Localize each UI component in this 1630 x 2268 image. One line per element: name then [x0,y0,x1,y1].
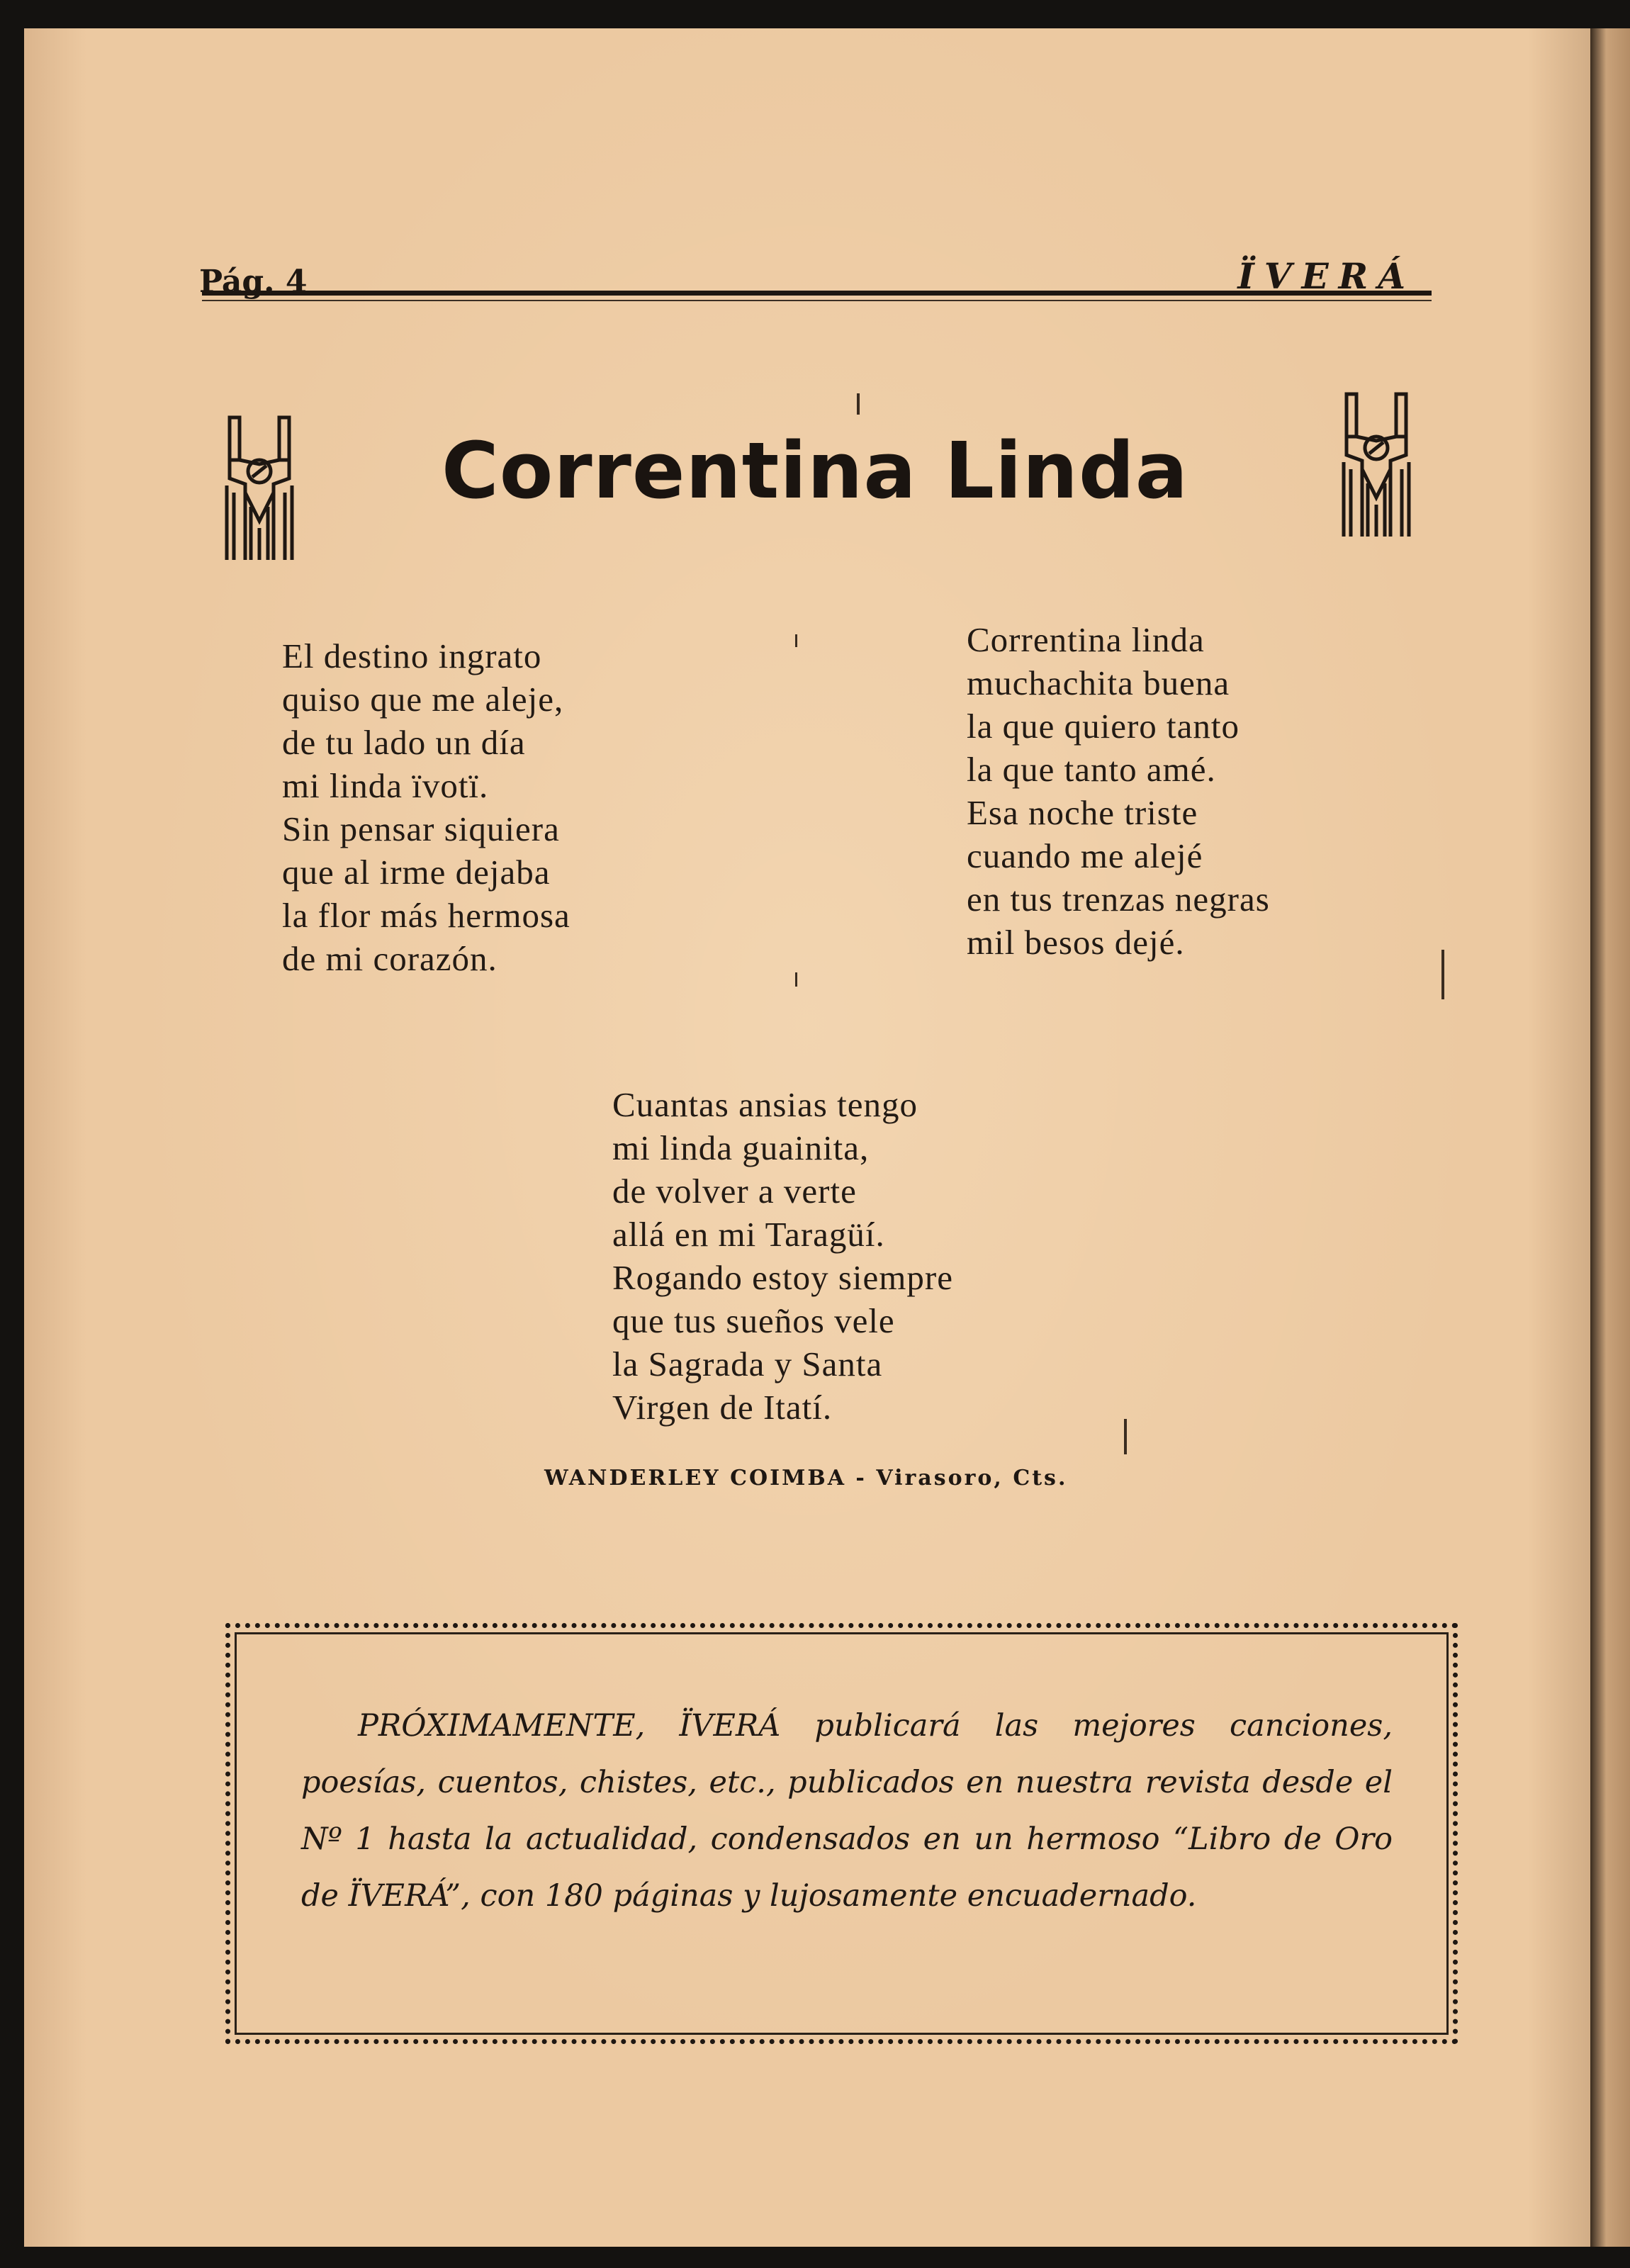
stanza-1 [282,634,570,980]
verse-line: mil besos dejé. [967,923,1185,962]
verse-line: de mi corazón. [282,939,498,978]
paper-speck [795,972,797,987]
stanza-3 [612,1083,953,1429]
page-header [174,255,1435,319]
verse-line: Virgen de Itatí. [612,1388,833,1427]
paper-speck [795,634,797,647]
verse-line: El destino ingrato [282,636,542,675]
verse-line: Cuantas ansias tengo [612,1085,918,1124]
verse-line: muchachita buena [967,663,1230,702]
verse-line: quiso que me aleje, [282,680,564,719]
paper-speck [857,393,860,415]
verse-line: la que quiero tanto [967,707,1240,746]
verse-line: Correntina linda [967,620,1205,659]
verse-line: Esa noche triste [967,793,1198,832]
stanza-2 [967,618,1270,964]
verse-line: cuando me alejé [967,836,1203,875]
verse-line: de tu lado un día [282,723,526,762]
verse-line: la Sagrada y Santa [612,1344,883,1383]
announcement-box [225,1623,1458,2044]
verse-line: mi linda guainita, [612,1128,870,1167]
verse-line: de volver a verte [612,1172,857,1211]
verse-line: allá en mi Taragüí. [612,1215,885,1254]
poem-title: Correntina Linda [442,425,1188,516]
verse-line: en tus trenzas negras [967,880,1270,919]
header-rule-thin [202,300,1432,301]
header-rule [202,291,1432,296]
author-credit: WANDERLEY COIMBA - Virasoro, Cts. [544,1466,1068,1491]
verse-line: la flor más hermosa [282,896,570,935]
page-number: Pág. 4 [199,264,308,300]
magazine-name: ÏVERÁ [1237,255,1415,297]
verse-line: que al irme dejaba [282,853,551,892]
paper-speck [1124,1419,1127,1454]
verse-line: mi linda ïvotï. [282,766,489,805]
paper-speck [1441,950,1444,999]
announcement-text: PRÓXIMAMENTE, ÏVERÁ publicará las mejores canciones, poesías, cuentos, chistes, etc., publicados en nuestra revista desde el Nº 1 hasta la actualidad, condensados en un hermoso “Libro de Oro de ÏVERÁ”, con 180 páginas y lujosamente encuadernado. [301,1708,1393,1914]
verse-line: que tus sueños vele [612,1301,895,1340]
next-page-edge [1590,28,1630,2247]
verse-line: Rogando estoy siempre [612,1258,953,1297]
verse-line: la que tanto amé. [967,750,1216,789]
verse-line: Sin pensar siquiera [282,809,560,848]
